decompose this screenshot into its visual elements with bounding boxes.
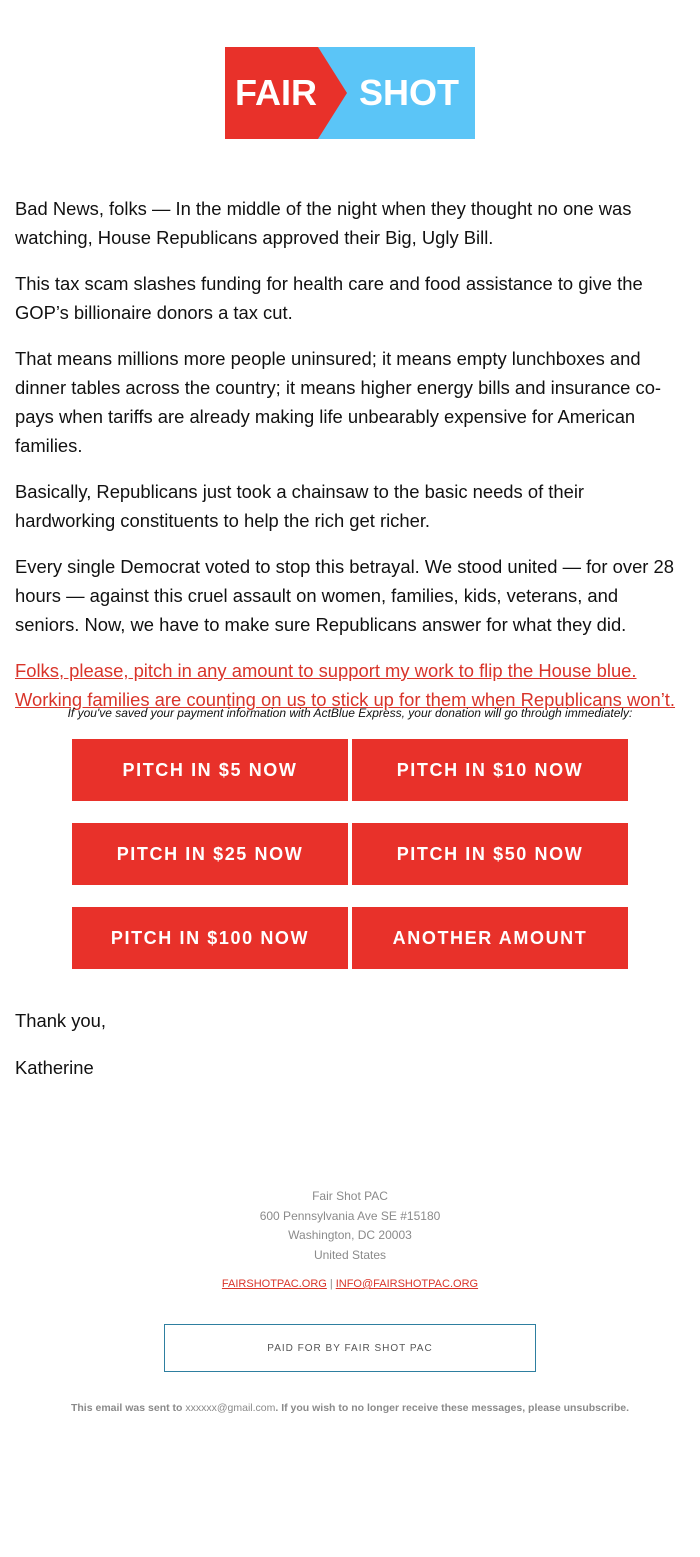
email-body: [15, 194, 687, 731]
paragraph-3: That means millions more people uninsured; it means empty lunchboxes and dinner tables across the country; it means higher energy bills and insurance co-pays when tariffs are already making life unbearably expensive for American families.: [15, 348, 662, 456]
donate-50-button[interactable]: PITCH IN $50 NOW: [352, 823, 628, 885]
paragraph-1: Bad News, folks — In the middle of the night when they thought no one was watching, House Republicans approved their Big, Ugly Bill.: [15, 198, 632, 248]
footer-links: [0, 1278, 700, 1290]
logo-graphic: [225, 47, 475, 139]
unsub-suffix[interactable]: . If you wish to no longer receive these messages, please unsubscribe.: [275, 1402, 629, 1414]
fair-shot-logo[interactable]: [225, 47, 475, 139]
footer-street: 600 Pennsylvania Ave SE #15180: [259, 1208, 441, 1223]
donate-10-button[interactable]: PITCH IN $10 NOW: [352, 739, 628, 801]
footer-address: [0, 1187, 700, 1265]
footer-country: United States: [313, 1247, 387, 1262]
donate-25-button[interactable]: PITCH IN $25 NOW: [72, 823, 348, 885]
footer-org: Fair Shot PAC: [312, 1189, 388, 1203]
actblue-note: If you've saved your payment information with ActBlue Express, your donation will go through immediately:: [67, 706, 633, 720]
donate-5-button[interactable]: PITCH IN $5 NOW: [72, 739, 348, 801]
donate-100-button[interactable]: PITCH IN $100 NOW: [72, 907, 348, 969]
donate-cta-link[interactable]: Folks, please, pitch in any amount to support my work to flip the House blue. Working families are counting on us to stick up for them when Republicans won’t.: [15, 660, 676, 710]
signoff-name: Katherine: [15, 1057, 94, 1078]
footer-link-separator: |: [329, 1278, 333, 1290]
website-link[interactable]: FAIRSHOTPAC.ORG: [221, 1278, 327, 1290]
donate-other-amount-button[interactable]: ANOTHER AMOUNT: [352, 907, 628, 969]
paragraph-2: This tax scam slashes funding for health care and food assistance to give the GOP’s billionaire donors a tax cut.: [15, 273, 643, 323]
email-link[interactable]: INFO@FAIRSHOTPAC.ORG: [335, 1278, 479, 1290]
paragraph-5: Every single Democrat voted to stop this betrayal. We stood united — for over 28 hours — against this cruel assault on women, families, kids, veterans, and seniors. Now, we have to make sure Republicans answer for what they did.: [15, 556, 674, 635]
logo-text-right: SHOT: [358, 72, 460, 113]
unsub-prefix: This email was sent to: [70, 1402, 183, 1414]
footer-city: Washington, DC 20003: [288, 1228, 412, 1242]
paragraph-4: Basically, Republicans just took a chainsaw to the basic needs of their hardworking constituents to help the rich get richer.: [15, 481, 585, 531]
logo-text-left: FAIR: [234, 72, 318, 113]
recipient-email: xxxxxx@gmail.com: [185, 1402, 276, 1414]
signoff-thanks: Thank you,: [15, 1010, 106, 1031]
unsubscribe-notice: [0, 1402, 700, 1414]
paid-for-disclaimer: PAID FOR BY FAIR SHOT PAC: [164, 1324, 536, 1372]
